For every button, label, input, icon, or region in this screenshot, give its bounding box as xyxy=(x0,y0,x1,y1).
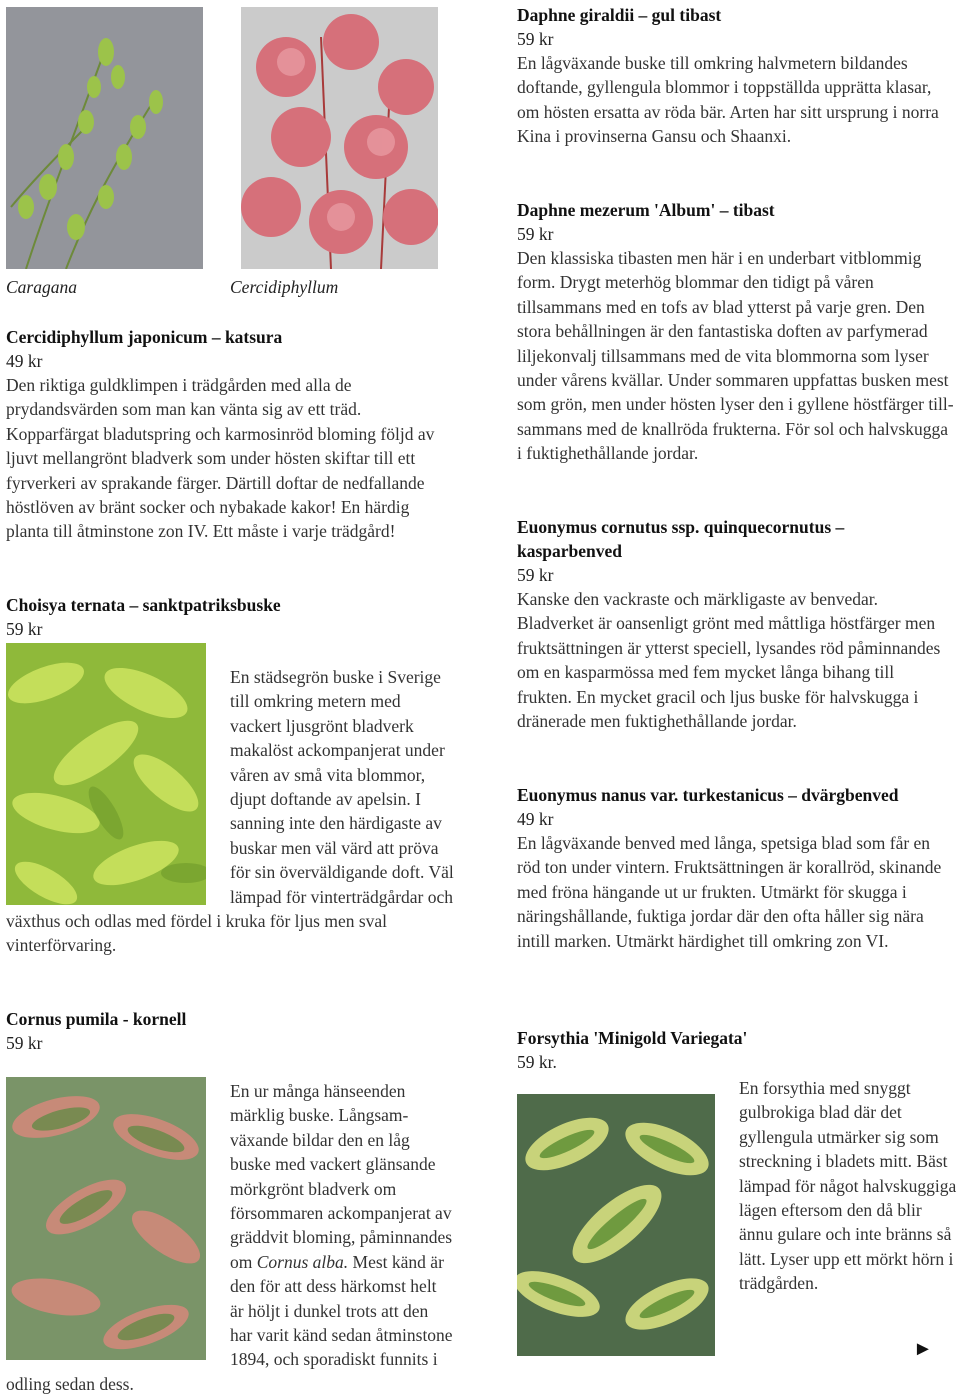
entry-description: En lågväxande benved med långa, spetsiga blad som får en röd ton under vintern. Fruktsättningen är korallröd, skinande med fröna hängande ut ur frukten. Utmärkt för skugga i näringshållande, fuktiga jordar där den ofta håller sig nära intill marken. Utmärkt härdighet till omkring zon VI. xyxy=(517,833,942,951)
entry-price: 59 kr xyxy=(6,619,43,639)
entry-price: 49 kr xyxy=(6,351,43,371)
entry-daphne-mezerum xyxy=(517,198,957,466)
entry-description: En städsegrön buske i Sverige till omkring metern med vackert ljusgrönt bladverk makalöst ackompanjerat under våren av små vita blommor, djupt doftande av apelsin. I sanning inte den härdigaste av buskar men väl värd att pröva för sin överväldigande doft. Väl lämpad för vinterträdgårdar och växthus och odlas med fördel i kruka för ljus men sval vinterförvaring. xyxy=(6,667,454,956)
entry-price: 49 kr xyxy=(517,809,554,829)
entry-price: 59 kr. xyxy=(517,1052,557,1072)
entry-description: En forsythia med snyggt gulbrokiga blad där det gyllengula utmärker sig som streckning i bladets mitt. Bäst lämpad för något halvskuggiga lägen eftersom den då blir ännu gulare och inte bränns så lätt. Lyser upp ett mörkt hörn i trädgården. xyxy=(739,1078,957,1294)
photo-cercidiphyllum xyxy=(241,7,438,269)
entry-description: En lågväxande buske till omkring halvmetern bildandes doftande, gyllengula blommor i toppställda upprätta klasar, om hösten ersatta av röda bär. Arten har sitt ursprung i norra Kina i provinserna Gansu och Shaanxi. xyxy=(517,53,939,147)
caption-cercidiphyllum: Cercidiphyllum xyxy=(230,277,339,297)
entry-euonymus-cornutus xyxy=(517,515,947,733)
entry-title: Cornus pumila - kornell xyxy=(6,1009,187,1029)
entry-title: Euonymus nanus var. turkestanicus – dvärgbenved xyxy=(517,785,899,805)
entry-price: 59 kr xyxy=(517,29,554,49)
entry-cercidiphyllum xyxy=(6,325,454,544)
photo-forsythia xyxy=(517,1094,715,1356)
entry-price: 59 kr xyxy=(517,224,554,244)
entry-daphne-giraldii xyxy=(517,3,957,149)
entry-choisya xyxy=(6,593,454,958)
entry-description-italic: Cornus alba. xyxy=(256,1251,349,1272)
entry-description: Den klassiska tibasten men här i en underbart vitblommig form. Drygt meterhög blommar den tidigt på våren tillsammans med en tofs av blad ytterst på varje gren. Den stora behållningen är den fantastiska doften av parfymerad liljekonvalj tillsammans med de vita blommorna som lyser under vårens kvällar. Under sommaren uppfattas busken mest som grön, men under hösten lyser den i gyllene höstfärger tillsammans med de knallröda frukterna. För sol och halvskugga i fuktighethållande jordar. xyxy=(517,248,954,464)
next-page-arrow-icon[interactable]: ► xyxy=(913,1338,933,1360)
entry-title: Daphne mezerum 'Album' – tibast xyxy=(517,200,775,220)
caption-caragana: Caragana xyxy=(6,277,77,297)
photo-caragana xyxy=(6,7,203,269)
entry-description-part-2: Mest känd är den för att dess härkomst helt är höljt i dunkel trots att den har varit känd sedan åtminstone 1894, och sporadiskt funnits i odling sedan dess. xyxy=(6,1251,453,1394)
entry-title: Euonymus cornutus ssp. quinquecornutus – kasparbenved xyxy=(517,517,845,561)
entry-title: Cercidiphyllum japonicum – katsura xyxy=(6,327,283,347)
entry-title: Forsythia 'Minigold Variegata' xyxy=(517,1028,748,1048)
entry-euonymus-nanus xyxy=(517,783,957,953)
entry-price: 59 kr xyxy=(517,565,554,585)
entry-description: Kanske den vackraste och märkligaste av benvedar. Bladverket är oansenligt grönt med måttliga höstfärger men fruktsättningen är ytterst speciell, lysandes röd påminnandes om en kasparmössa med fem mycket långa bihang till frukten. En mycket gracil och ljus buske för halvskugga i dränerade men fuktighethållande jordar. xyxy=(517,589,941,732)
entry-forsythia xyxy=(517,1026,957,1356)
entry-title: Daphne giraldii – gul tibast xyxy=(517,5,722,25)
entry-cornus xyxy=(6,1007,454,1396)
entry-description-part-1: En ur många hänseenden märklig buske. Långsamväxande bildar den en låg buske med vackert glänsande mörkgrönt bladverk om försommaren ackompanjerat av gräddvit bloming, påminnandes om xyxy=(230,1081,453,1272)
photo-cornus xyxy=(6,1077,206,1360)
photo-choisya xyxy=(6,643,206,905)
entry-description: Den riktiga guldklimpen i trädgården med alla de prydandsvärden som man kan vänta sig av ett träd. Kopparfärgat bladutspring och karmosinröd bloming följd av ljuvt mellangrönt bladverk som under hösten skiftar till ett fyrverkeri av sprakande färger. Därtill doftar de nedfallande höstlöven av bränt socker och nybakade kakor! En härdig planta till åtminstone zon IV. Ett måste i varje trädgård! xyxy=(6,375,435,542)
entry-title: Choisya ternata – sanktpatriksbuske xyxy=(6,595,281,615)
entry-price: 59 kr xyxy=(6,1033,43,1053)
